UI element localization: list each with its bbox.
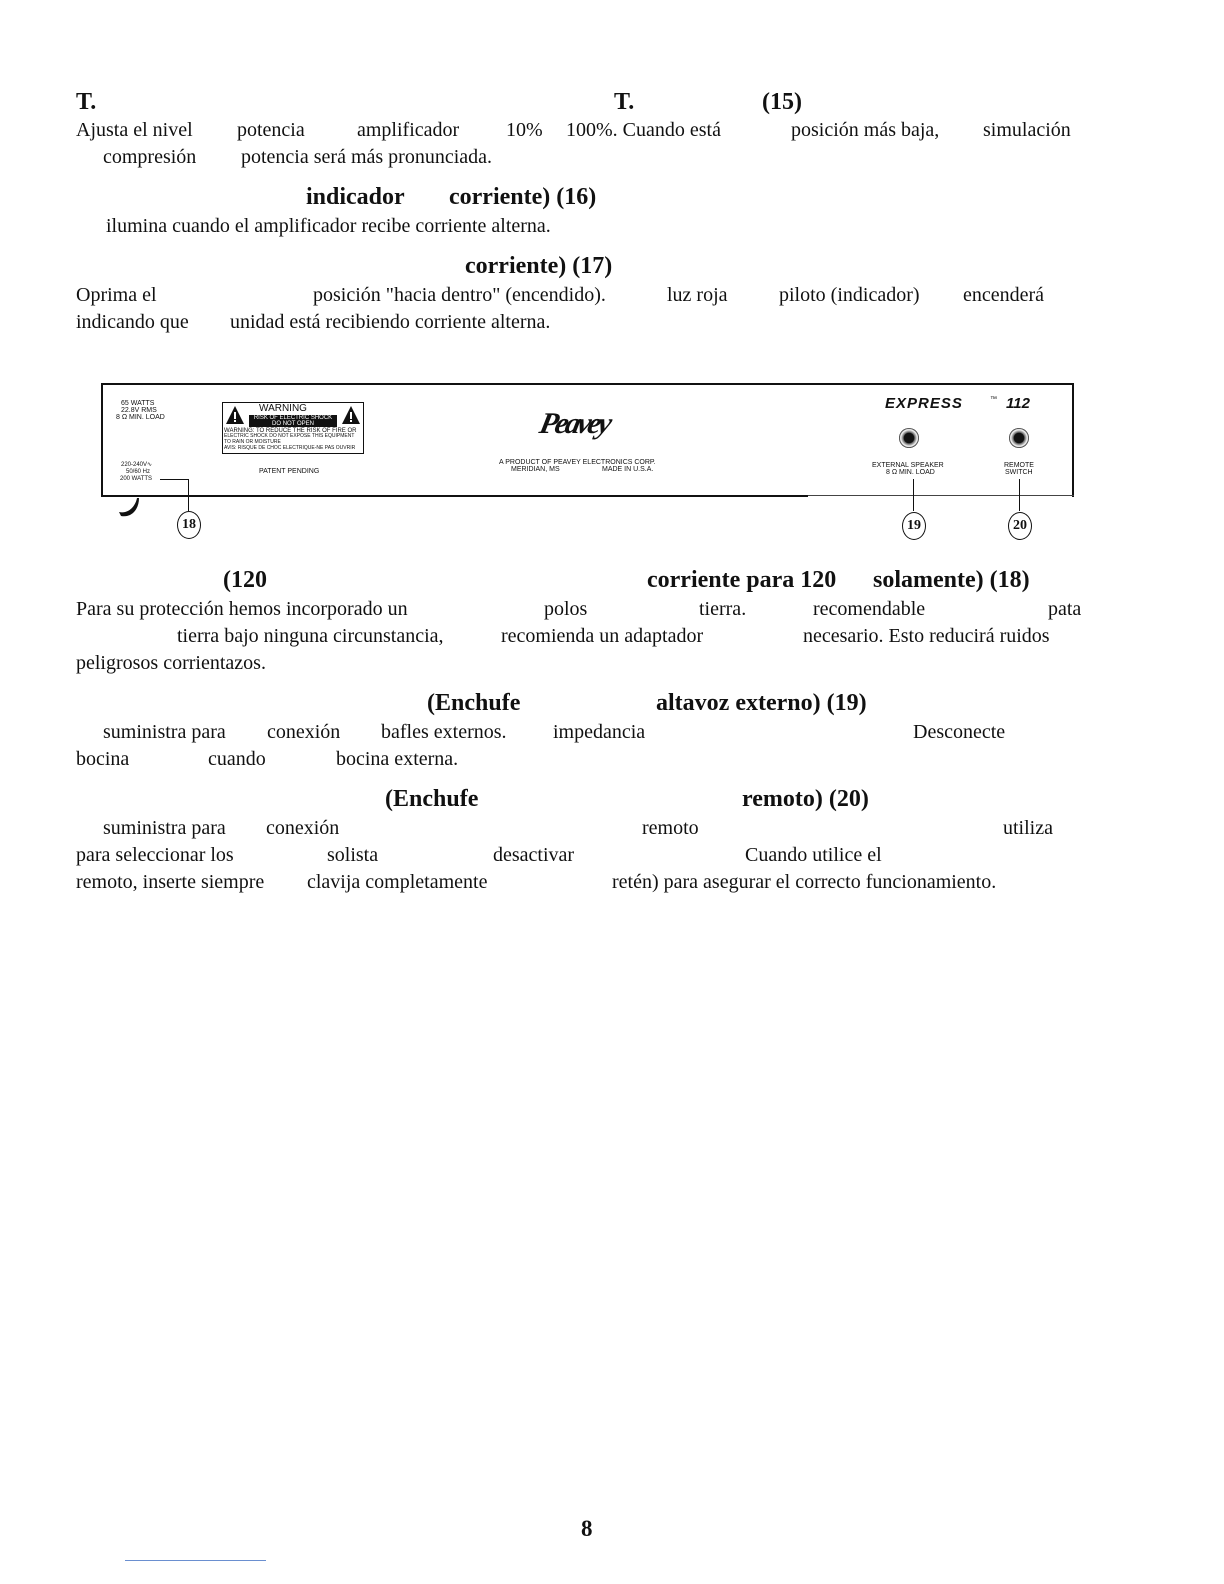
remote-switch-jack-icon: [1009, 428, 1029, 448]
leader-line: [913, 479, 914, 511]
remote-switch-label: SWITCH: [1005, 469, 1033, 476]
sec15-heading-number: (15): [762, 89, 802, 115]
warning-triangle-icon: [225, 405, 245, 425]
sec18-text: Para su protección hemos incorporado un: [76, 598, 408, 620]
warning-text: AVIS: RISQUE DE CHOC ELECTRIQUE-NE PAS OUVRIR: [224, 445, 356, 451]
leader-line: [1019, 479, 1020, 511]
mains-rating: 220-240V∿: [121, 462, 153, 468]
sec17-text: posición "hacia dentro" (encendido).: [313, 284, 606, 306]
sec19-text: bafles externos.: [381, 721, 507, 743]
sec15-heading-part-1: T.: [76, 89, 97, 115]
sec20-heading-part-1: (Enchufe: [385, 786, 479, 812]
sec20-text: conexión: [266, 817, 340, 839]
sec18-heading-part-3: solamente) (18): [873, 567, 1030, 593]
warning-text: ELECTRIC SHOCK DO NOT EXPOSE THIS EQUIPMENT: [224, 433, 355, 439]
sec15-text: potencia: [237, 119, 305, 141]
sec15-text: 10%: [506, 119, 543, 141]
model-name: EXPRESS: [885, 395, 963, 412]
callout-20: 20: [1008, 512, 1032, 540]
sec17-heading: corriente) (17): [465, 253, 613, 279]
sec17-text: encenderá: [963, 284, 1045, 306]
sec17-text: luz roja: [667, 284, 728, 306]
callout-18: 18: [177, 511, 201, 539]
warning-label: [222, 402, 364, 454]
sec16-text: ilumina cuando el amplificador recibe corriente alterna.: [106, 215, 551, 237]
sec19-heading-part-1: (Enchufe: [427, 690, 521, 716]
sec19-text: conexión: [267, 721, 341, 743]
sec19-text: bocina: [76, 748, 130, 770]
sec16-heading-part-2: corriente) (16): [449, 184, 597, 210]
sec20-text: remoto: [642, 817, 699, 839]
sec15-text: amplificador: [357, 119, 460, 141]
leader-line: [188, 479, 189, 511]
sec18-text: tierra.: [699, 598, 747, 620]
sec15-text: posición más baja,: [791, 119, 940, 141]
model-number: 112: [1006, 395, 1030, 412]
sec15-text: 100%. Cuando está: [566, 119, 721, 141]
sec20-text: suministra para: [103, 817, 226, 839]
sec15-heading-part-2: T.: [614, 89, 635, 115]
sec15-text: compresión: [103, 146, 197, 168]
sec20-text: Cuando utilice el: [745, 844, 882, 866]
warning-text: TO RAIN OR MOISTURE: [224, 439, 281, 445]
leader-line: [160, 479, 188, 480]
sec19-text: cuando: [208, 748, 266, 770]
sec20-text: clavija completamente: [307, 871, 488, 893]
warning-subtitle: DO NOT OPEN: [249, 421, 337, 427]
product-label: A PRODUCT OF PEAVEY ELECTRONICS CORP.: [499, 459, 656, 466]
sec19-heading-part-2: altavoz externo) (19): [656, 690, 867, 716]
warning-title: WARNING: [259, 403, 307, 414]
callout-19: 19: [902, 512, 926, 540]
sec15-text: potencia será más pronunciada.: [241, 146, 493, 168]
external-speaker-label: 8 Ω MIN. LOAD: [886, 469, 935, 476]
warning-triangle-icon: [341, 405, 361, 425]
page-number: 8: [581, 1516, 593, 1541]
power-rating: 22.8V RMS: [121, 407, 157, 414]
sec19-text: Desconecte: [913, 721, 1006, 743]
sec17-text: unidad está recibiendo corriente alterna.: [230, 311, 551, 333]
product-label: MERIDIAN, MS: [511, 466, 560, 473]
sec18-text: recomendable: [813, 598, 926, 620]
sec18-text: polos: [544, 598, 588, 620]
sec15-text: Ajusta el nivel: [76, 119, 193, 141]
sec19-text: impedancia: [553, 721, 646, 743]
panel-edge: [101, 495, 808, 497]
remote-switch-label: REMOTE: [1004, 462, 1034, 469]
sec20-text: para seleccionar los: [76, 844, 234, 866]
sec16-heading-part-1: indicador: [306, 184, 405, 210]
sec20-text: solista: [327, 844, 379, 866]
sec18-heading-part-2: corriente para 120: [647, 567, 837, 593]
warning-text: WARNING: TO REDUCE THE RISK OF FIRE OR: [224, 428, 357, 434]
power-rating: 8 Ω MIN. LOAD: [116, 414, 165, 421]
sec18-text: pata: [1048, 598, 1082, 620]
sec19-text: bocina externa.: [336, 748, 459, 770]
patent-pending: PATENT PENDING: [259, 468, 320, 475]
peavey-logo: Peavey: [536, 407, 613, 440]
trademark: ™: [990, 396, 997, 403]
warning-subtitle: RISK OF ELECTRIC SHOCK: [249, 415, 337, 421]
sec20-text: utiliza: [1003, 817, 1053, 839]
footer-rule: [125, 1560, 266, 1561]
sec18-heading-part-1: (120: [223, 567, 267, 593]
mains-rating: 200 WATTS: [120, 476, 153, 482]
sec15-text: simulación: [983, 119, 1071, 141]
sec20-text: retén) para asegurar el correcto funcionamiento.: [612, 871, 997, 893]
sec18-text: peligrosos corrientazos.: [76, 652, 266, 674]
power-rating: 65 WATTS: [121, 400, 155, 407]
sec17-text: piloto (indicador): [779, 284, 920, 306]
sec17-text: Oprima el: [76, 284, 157, 306]
sec18-text: tierra bajo ninguna circunstancia,: [177, 625, 444, 647]
power-cord-icon: [117, 496, 139, 518]
sec18-text: necesario. Esto reducirá ruidos: [803, 625, 1050, 647]
external-speaker-jack-icon: [899, 428, 919, 448]
mains-rating: 50/60 Hz: [126, 469, 151, 475]
sec19-text: suministra para: [103, 721, 226, 743]
sec18-text: recomienda un adaptador: [501, 625, 704, 647]
product-label: MADE IN U.S.A.: [602, 466, 654, 473]
sec17-text: indicando que: [76, 311, 189, 333]
sec20-text: remoto, inserte siempre: [76, 871, 265, 893]
external-speaker-label: EXTERNAL SPEAKER: [872, 462, 944, 469]
sec20-heading-part-2: remoto) (20): [742, 786, 869, 812]
sec20-text: desactivar: [493, 844, 575, 866]
panel-edge: [808, 495, 1074, 496]
